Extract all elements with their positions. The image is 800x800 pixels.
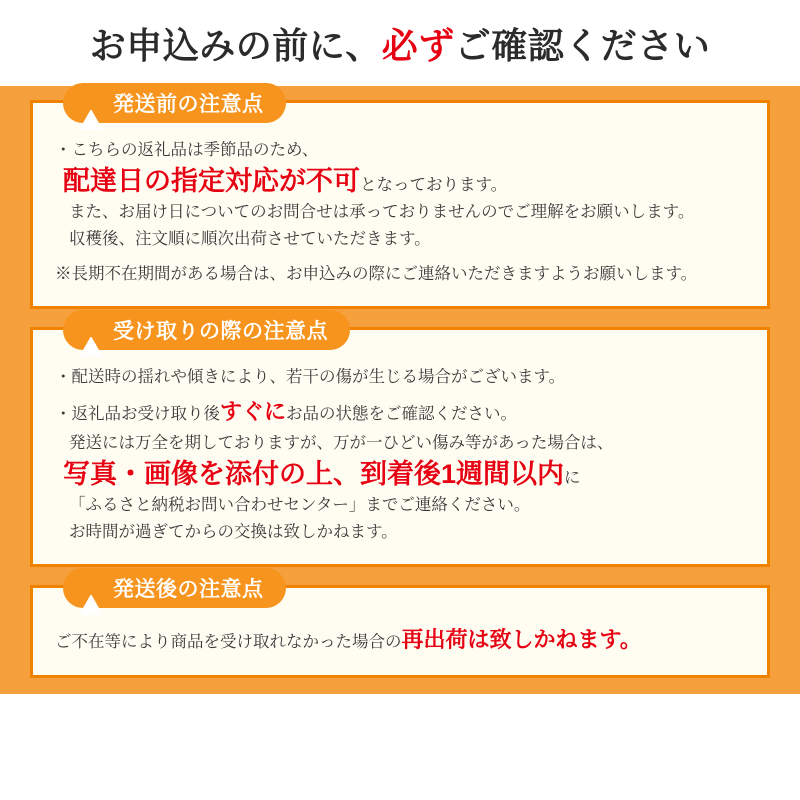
warning-triangle-icon: !	[79, 319, 103, 341]
warning-triangle-icon: !	[79, 92, 103, 114]
notice-line: お時間が過ぎてからの交換は致しかねます。	[69, 522, 398, 541]
notice-emphasis-text: 配達日の指定対応が不可	[63, 165, 360, 196]
section-after-shipping	[30, 577, 770, 679]
notice-text-emphasis: すぐに	[220, 399, 287, 425]
notice-text-before: ご不在等により商品を受け取れなかった場合の	[55, 632, 402, 651]
notice-text-emphasis: 再出荷は致しかねます。	[401, 626, 642, 652]
section-tag-before-shipping	[63, 83, 286, 123]
section-tag-on-receipt	[63, 310, 350, 350]
bottom-strip	[0, 694, 800, 712]
notice-line: ・こちらの返礼品は季節品のため、	[55, 141, 319, 159]
notice-line: ※長期不在期間がある場合は、お申込みの際にご連絡いただきますようお願いします。	[55, 264, 698, 283]
notice-line-emphasis	[55, 164, 745, 200]
section-tag-label: 発送後の注意点	[113, 577, 264, 601]
section-before-shipping	[30, 93, 770, 309]
notice-line-mixed	[55, 622, 745, 658]
warning-triangle-icon: !	[79, 577, 103, 599]
notice-line: ・配送時の揺れや傾きにより、若干の傷が生じる場合がございます。	[55, 367, 566, 386]
notice-emphasis-tail: に	[564, 468, 581, 487]
notice-line: 「ふるさと納税お問い合わせセンター」までご連絡ください。	[69, 496, 531, 515]
section-on-receipt	[30, 319, 770, 567]
notice-emphasis-tail: となっております。	[360, 175, 508, 194]
notice-emphasis-text: 写真・画像を添付の上、到着後1週間以内	[63, 458, 565, 489]
notice-text-after: お品の状態をご確認ください。	[286, 405, 518, 424]
notice-line: 発送には万全を期しておりますが、万が一ひどい傷み等があった場合は、	[69, 433, 614, 452]
page-header	[0, 0, 800, 86]
page-title-before: お申込みの前に、	[89, 24, 382, 66]
notice-line: 収穫後、注文順に順次出荷させていただきます。	[69, 230, 431, 249]
section-tag-label: 受け取りの際の注意点	[113, 319, 328, 343]
page-title-after: ご確認ください	[454, 24, 711, 66]
notice-text-before: ・返礼品お受け取り後	[55, 405, 220, 424]
section-tag-label: 発送前の注意点	[113, 93, 264, 116]
notice-line-mixed	[55, 394, 745, 430]
page-title	[90, 18, 711, 69]
notice-band	[0, 86, 800, 694]
notice-line-emphasis	[55, 457, 745, 493]
section-tag-after-shipping	[63, 568, 286, 608]
notice-line: また、お届け日についてのお問合せは承っておりませんのでご理解をお願いします。	[69, 203, 695, 222]
page-title-accent: 必ず	[381, 24, 455, 66]
